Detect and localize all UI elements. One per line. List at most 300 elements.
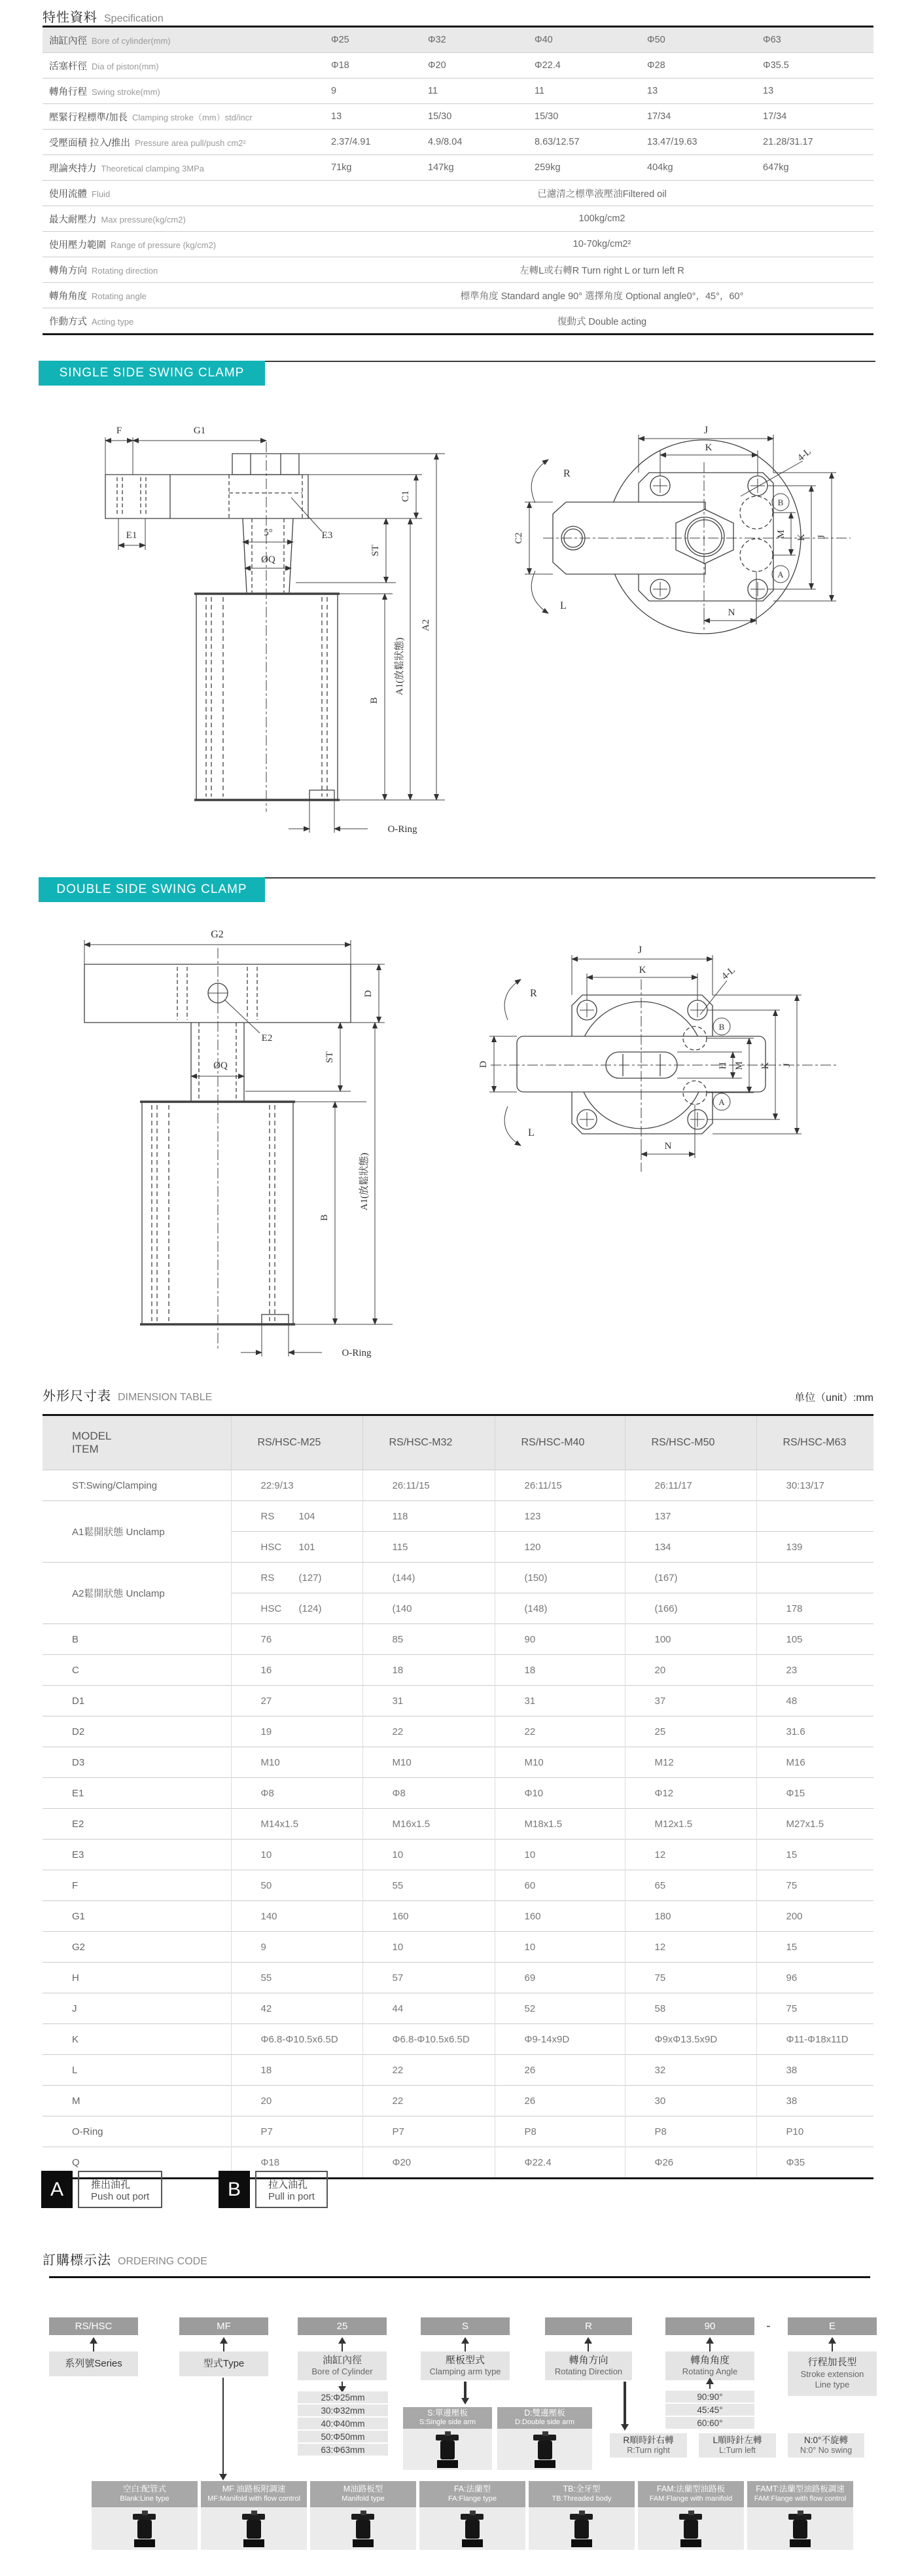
clamp-body — [465, 2520, 480, 2539]
dim-oring2-label: O-Ring — [342, 1348, 372, 1358]
dim-cell: Φ20 — [362, 2147, 495, 2179]
spec-label-en: Max pressure(kg/cm2) — [101, 214, 186, 225]
clamp-nut — [251, 2511, 257, 2515]
dim-cell: 26 — [495, 2086, 625, 2116]
dim-row-label: H — [43, 1963, 231, 1993]
spec-row-label — [43, 130, 330, 155]
dim-e3-label: E3 — [321, 530, 333, 541]
dim-a1-label: A1(放鬆狀態) — [395, 637, 405, 696]
dim-cell: 76 — [231, 1624, 362, 1655]
label-angle-cn: 轉角角度 — [690, 2354, 730, 2366]
dim-cell: 105 — [756, 1624, 873, 1655]
label-series — [49, 2351, 138, 2376]
dim-row-18 — [43, 2024, 873, 2055]
spec-row-10 — [43, 283, 873, 308]
dim-cell: 60 — [495, 1870, 625, 1901]
spec-label-en: Acting type — [92, 316, 134, 327]
dim-row-label: D2 — [43, 1716, 231, 1747]
ordering-section-title — [43, 2249, 207, 2268]
code-stroke: E — [788, 2317, 877, 2335]
direction-option-cn: N:0°不旋轉 — [804, 2435, 848, 2445]
port-a-letter: A — [777, 570, 784, 579]
dim-cell: 65 — [625, 1870, 756, 1901]
dim-header-model: MODEL ITEM — [43, 1415, 231, 1470]
clamp-body — [793, 2520, 807, 2539]
port-b-legend — [219, 2171, 328, 2208]
dim-cell: Φ10 — [495, 1778, 625, 1809]
dim-row-7 — [43, 1686, 873, 1716]
spec-label-en: Rotating angle — [92, 291, 147, 301]
dim-c2-label: C2 — [514, 532, 524, 544]
dim-g2-label: G2 — [211, 930, 224, 940]
dim-cell: P7 — [362, 2116, 495, 2147]
single-top-drawing — [497, 419, 864, 635]
dim-row-label: E2 — [43, 1809, 231, 1840]
label-bore-en: Bore of Cylinder — [311, 2367, 373, 2377]
clamp-product-photo — [130, 2511, 160, 2547]
dim-cell: 10 — [362, 1932, 495, 1963]
dim-cell: 26:11/15 — [362, 1470, 495, 1501]
dim-row-6 — [43, 1655, 873, 1686]
dim-title-cn: 外形尺寸表 — [43, 1389, 111, 1404]
dim-cell: 22 — [362, 2055, 495, 2086]
dim-header-col-m40: RS/HSC-M40 — [495, 1415, 625, 1470]
dim-row-label: E1 — [43, 1778, 231, 1809]
dim-cell: 115 — [362, 1532, 495, 1563]
spec-row-label — [43, 308, 330, 335]
type-option-photo — [419, 2507, 525, 2550]
clamp-base — [790, 2539, 811, 2547]
code-type: MF — [179, 2317, 268, 2335]
spec-value: Φ32 — [427, 27, 534, 53]
type-option-card-4 — [529, 2481, 635, 2550]
label-direction — [545, 2351, 632, 2380]
spec-label-en: Bore of cylinder(mm) — [92, 35, 171, 46]
dim-cell: (144) — [362, 1563, 495, 1593]
label-direction-cn: 轉角方向 — [569, 2354, 608, 2366]
dim-row-1 — [43, 1501, 873, 1532]
dim-cell: 96 — [756, 1963, 873, 1993]
dim-4l-label: 4-L — [795, 446, 813, 464]
type-option-en: FA:Flange type — [448, 2494, 497, 2503]
double-banner-text: DOUBLE SIDE SWING CLAMP — [56, 882, 247, 896]
dim-cell: 44 — [362, 1993, 495, 2024]
dim-k-top-label: K — [705, 443, 713, 453]
ordering-title-cn: 訂購標示法 — [43, 2253, 111, 2268]
dim-row-label: D1 — [43, 1686, 231, 1716]
single-front-drawing — [65, 419, 458, 844]
dim-d-label: D — [363, 990, 374, 998]
clamp-base — [680, 2539, 701, 2547]
type-option-cn: M油路板型 — [343, 2484, 383, 2494]
label-bore-cn: 油缸內徑 — [322, 2354, 362, 2366]
dim-cell: 57 — [362, 1963, 495, 1993]
dim-cell: 22 — [362, 1716, 495, 1747]
type-option-en: FAM:Flange with manifold — [649, 2494, 733, 2503]
dim-cell: 12 — [625, 1932, 756, 1963]
arm-option-photo — [497, 2429, 592, 2470]
angle-options-list — [665, 2391, 754, 2430]
arm-option-header — [497, 2407, 592, 2429]
dim-row-21 — [43, 2116, 873, 2147]
dim-cell: 18 — [495, 1655, 625, 1686]
clamp-body — [440, 2440, 455, 2459]
dim-cell: P8 — [625, 2116, 756, 2147]
clamp-nut — [470, 2511, 476, 2515]
port-b-letter: B — [777, 498, 784, 507]
spec-row-label — [43, 206, 330, 232]
dim-cell: 18 — [231, 2055, 362, 2086]
spec-label-cn: 壓緊行程標準/加長 — [49, 112, 128, 123]
dim-row-label: G2 — [43, 1932, 231, 1963]
bore-option-4: 63:Φ63mm — [298, 2444, 388, 2456]
dim-cell: Φ8 — [231, 1778, 362, 1809]
clamp-body — [137, 2520, 152, 2539]
spec-label-cn: 轉角行程 — [49, 86, 87, 98]
dim-header-col-m25: RS/HSC-M25 — [231, 1415, 362, 1470]
dim-oring-label: O-Ring — [387, 824, 417, 835]
dim-cell: 15 — [756, 1932, 873, 1963]
dim-row-13 — [43, 1870, 873, 1901]
dim-k2-right-label: K — [760, 1062, 771, 1070]
dim-cell: 26:11/15 — [495, 1470, 625, 1501]
dim-title-en: DIMENSION TABLE — [118, 1392, 213, 1403]
dim-cell: 37 — [625, 1686, 756, 1716]
spec-row-label — [43, 27, 330, 53]
dim-sub-label: HSC — [260, 1603, 282, 1614]
dim-cell: (166) — [625, 1593, 756, 1624]
clamp-nut — [688, 2511, 694, 2515]
dim-row-10 — [43, 1778, 873, 1809]
dim-row-label: A2鬆開狀態 Unclamp — [43, 1563, 231, 1624]
spec-value: Φ40 — [534, 27, 646, 53]
dim-f-label: F — [116, 426, 122, 436]
dim-cell: 15 — [756, 1840, 873, 1870]
arm-option-cn: D:雙邊壓板 — [524, 2408, 565, 2418]
dim-row-label: A1鬆開狀態 Unclamp — [43, 1501, 231, 1563]
label-angle — [665, 2351, 754, 2380]
dim-cell: M10 — [231, 1747, 362, 1778]
dim-cell: 69 — [495, 1963, 625, 1993]
spec-label-cn: 使用壓力範圍 — [49, 240, 106, 251]
spec-value: 71kg — [330, 155, 427, 181]
spec-label-en: Dia of piston(mm) — [92, 61, 159, 71]
type-option-header — [92, 2481, 198, 2507]
dim-cell: Φ9xΦ13.5x9D — [625, 2024, 756, 2055]
dim-cell: (140 — [362, 1593, 495, 1624]
dim-st-label: ST — [370, 545, 381, 556]
dim-4l2-label: 4-L — [719, 964, 737, 983]
dim-row-label: M — [43, 2086, 231, 2116]
dim-cell: 180 — [625, 1901, 756, 1932]
dim-oq2-label: ØQ — [213, 1061, 228, 1071]
swing-r2-label: R — [530, 988, 537, 999]
arrow-up-direction — [588, 2343, 589, 2351]
spec-value: 13 — [330, 104, 427, 130]
dim-cell: (148) — [495, 1593, 625, 1624]
dim-row-22 — [43, 2147, 873, 2179]
dim-cell: 85 — [362, 1624, 495, 1655]
dim-row-8 — [43, 1716, 873, 1747]
spec-label-cn: 油缸內徑 — [49, 35, 87, 46]
clamp-product-photo — [432, 2431, 463, 2468]
bore-option-1: 30:Φ32mm — [298, 2404, 388, 2416]
dim-cell: Φ15 — [756, 1778, 873, 1809]
type-option-cn: FA:法蘭型 — [453, 2484, 491, 2494]
dim-cell: HSC (124) — [231, 1593, 362, 1624]
spec-value: 17/34 — [646, 104, 762, 130]
spec-row-label — [43, 53, 330, 79]
dim-k-right-label: K — [796, 534, 807, 541]
spec-span-value: 復動式 Double acting — [330, 308, 873, 335]
type-option-photo — [529, 2507, 635, 2550]
spec-value: Φ25 — [330, 27, 427, 53]
arrow-up-series — [93, 2343, 94, 2351]
dim-cell: 31 — [495, 1686, 625, 1716]
type-option-en: MF:Manifold with flow control — [207, 2494, 300, 2503]
ordering-title-en: ORDERING CODE — [118, 2256, 207, 2267]
clamp-body — [538, 2440, 552, 2459]
spec-label-cn: 作動方式 — [49, 316, 87, 327]
dim-cell: HSC 101 — [231, 1532, 362, 1563]
type-option-photo — [201, 2507, 307, 2550]
spec-title-cn: 特性資料 — [43, 10, 97, 25]
dim-header-row — [43, 1415, 873, 1470]
spec-row-8 — [43, 232, 873, 257]
spec-row-0 — [43, 27, 873, 53]
spec-row-3 — [43, 104, 873, 130]
dim-row-label: E3 — [43, 1840, 231, 1870]
dim-cell: 75 — [756, 1870, 873, 1901]
dim-cell: 25 — [625, 1716, 756, 1747]
arm-option-card-1 — [497, 2407, 592, 2470]
spec-label-en: Swing stroke(mm) — [92, 86, 160, 97]
dim-section-title — [43, 1385, 212, 1404]
spec-value: Φ20 — [427, 53, 534, 79]
dim-row-0 — [43, 1470, 873, 1501]
direction-option-1 — [699, 2433, 776, 2458]
type-option-card-3 — [419, 2481, 525, 2550]
dim-sub-label: RS — [260, 1572, 275, 1584]
type-option-card-6 — [747, 2481, 853, 2550]
spec-span-value: 10-70kg/cm2² — [330, 232, 873, 257]
clamp-nut — [142, 2511, 148, 2515]
dim-header-col-m63: RS/HSC-M63 — [756, 1415, 873, 1470]
spec-value: 8.63/12.57 — [534, 130, 646, 155]
arrow-down-type — [222, 2378, 224, 2475]
type-option-photo — [638, 2507, 744, 2550]
dim-b2-label: B — [319, 1214, 330, 1222]
direction-option-0 — [610, 2433, 687, 2458]
clamp-body — [684, 2520, 698, 2539]
spec-value: 4.9/8.04 — [427, 130, 534, 155]
dim-cell: 31.6 — [756, 1716, 873, 1747]
dim-cell: 22:9/13 — [231, 1470, 362, 1501]
spec-row-9 — [43, 257, 873, 283]
dim-cell: Φ26 — [625, 2147, 756, 2179]
dim-row-12 — [43, 1840, 873, 1870]
code-direction: R — [545, 2317, 632, 2335]
spec-row-1 — [43, 53, 873, 79]
type-option-header — [747, 2481, 853, 2507]
dim-cell: 9 — [231, 1932, 362, 1963]
port-b-en: Pull in port — [268, 2190, 315, 2202]
label-angle-en: Rotating Angle — [682, 2367, 738, 2377]
dim-cell: M12x1.5 — [625, 1809, 756, 1840]
spec-value: 147kg — [427, 155, 534, 181]
dim-cell: 32 — [625, 2055, 756, 2086]
port-a2-letter: A — [718, 1097, 725, 1107]
clamp-nut — [798, 2511, 803, 2515]
dim-row-label: D3 — [43, 1747, 231, 1778]
clamp-base — [462, 2539, 483, 2547]
arm-option-header — [403, 2407, 492, 2429]
dim-row-label: L — [43, 2055, 231, 2086]
spec-value: 404kg — [646, 155, 762, 181]
dim-cell: Φ6.8-Φ10.5x6.5D — [362, 2024, 495, 2055]
swing-l2-label: L — [528, 1127, 535, 1138]
dim-cell: 160 — [362, 1901, 495, 1932]
clamp-product-photo — [348, 2511, 378, 2547]
spec-value: 13 — [646, 79, 762, 104]
spec-label-en: Clamping stroke（mm）std/incr — [132, 112, 253, 122]
clamp-nut — [579, 2511, 585, 2515]
dim-cell: 58 — [625, 1993, 756, 2024]
dim-cell: Φ18 — [231, 2147, 362, 2179]
angle-option-0: 90:90° — [665, 2391, 754, 2403]
dim-5deg-label: 5° — [264, 528, 273, 538]
type-option-header — [529, 2481, 635, 2507]
spec-value: Φ18 — [330, 53, 427, 79]
arm-option-en: S:Single side arm — [419, 2418, 476, 2427]
dim-j2-top-label: J — [637, 945, 643, 956]
dim-m2-label: M — [734, 1061, 745, 1070]
dim-row-19 — [43, 2055, 873, 2086]
spec-label-en: Pressure area pull/push cm2² — [135, 137, 246, 148]
spec-label-cn: 理論夾持力 — [49, 163, 97, 174]
spec-value: 21.28/31.17 — [762, 130, 873, 155]
dim-row-label: J — [43, 1993, 231, 2024]
direction-option-cn: L順時針左轉 — [713, 2435, 762, 2445]
dim-cell: 55 — [362, 1870, 495, 1901]
clamp-product-photo — [676, 2511, 706, 2547]
dim-row-9 — [43, 1747, 873, 1778]
spec-label-en: Rotating direction — [92, 265, 158, 276]
dim-cell: 23 — [756, 1655, 873, 1686]
type-option-photo — [310, 2507, 416, 2550]
spec-value: Φ22.4 — [534, 53, 646, 79]
dim-cell: 200 — [756, 1901, 873, 1932]
dim-cell: M10 — [495, 1747, 625, 1778]
dim-cell: 42 — [231, 1993, 362, 2024]
clamp-base — [535, 2460, 555, 2468]
spec-span-value: 標準角度 Standard angle 90° 選擇角度 Optional angle0°，45°，60° — [330, 283, 873, 308]
dim-cell: 55 — [231, 1963, 362, 1993]
label-stroke — [788, 2351, 877, 2396]
spec-row-11 — [43, 308, 873, 335]
label-direction-en: Rotating Direction — [554, 2367, 623, 2377]
direction-option-en: N:0° No swing — [800, 2446, 853, 2456]
clamp-base — [571, 2539, 592, 2547]
spec-value: 11 — [427, 79, 534, 104]
dim-sub-label: HSC — [260, 1541, 282, 1553]
dim-cell: 20 — [625, 1655, 756, 1686]
dim-cell: P8 — [495, 2116, 625, 2147]
dim-cell: 38 — [756, 2055, 873, 2086]
dim-j2-right-label: J — [782, 1063, 792, 1067]
dim-row-label: Q — [43, 2147, 231, 2179]
dim-row-label: B — [43, 1624, 231, 1655]
dim-k2-top-label: K — [639, 965, 646, 975]
spec-value: 13 — [762, 79, 873, 104]
port-a-en: Push out port — [91, 2190, 150, 2202]
dim-oq-label: ØQ — [261, 554, 275, 565]
dim-cell: 100 — [625, 1624, 756, 1655]
dim-cell: 12 — [625, 1840, 756, 1870]
dim-cell: P7 — [231, 2116, 362, 2147]
spec-row-label — [43, 232, 330, 257]
label-series-text: 系列號Series — [65, 2357, 122, 2369]
spec-value: 11 — [534, 79, 646, 104]
dim-cell: 26 — [495, 2055, 625, 2086]
type-option-photo — [747, 2507, 853, 2550]
port-b2-letter: B — [718, 1022, 725, 1032]
bore-options-list — [298, 2391, 388, 2457]
dim-a1-2-label: A1(放鬆狀態) — [359, 1152, 370, 1211]
dim-cell: 137 — [625, 1501, 756, 1532]
code-angle: 90 — [665, 2317, 754, 2335]
dim-cell: 75 — [756, 1993, 873, 2024]
dim-cell: Φ22.4 — [495, 2147, 625, 2179]
clamp-body — [247, 2520, 261, 2539]
dim-cell: 178 — [756, 1593, 873, 1624]
dim-cell: 139 — [756, 1532, 873, 1563]
spec-row-label — [43, 104, 330, 130]
dim-cell — [756, 1563, 873, 1593]
dim-cell: 118 — [362, 1501, 495, 1532]
dim-row-5 — [43, 1624, 873, 1655]
type-option-header — [310, 2481, 416, 2507]
dim-cell: 10 — [362, 1840, 495, 1870]
dim-e1-label: E1 — [126, 530, 137, 541]
dim-st2-label: ST — [325, 1051, 335, 1063]
type-option-en: Manifold type — [342, 2494, 385, 2503]
spec-label-en: Theoretical clamping 3MPa — [101, 163, 205, 173]
spec-span-value: 左轉L或右轉R Turn right L or turn left R — [330, 257, 873, 283]
spec-value: 259kg — [534, 155, 646, 181]
swing-l-label: L — [560, 600, 567, 611]
dim-cell: 20 — [231, 2086, 362, 2116]
dim-cell: M14x1.5 — [231, 1809, 362, 1840]
dim-header-col-m50: RS/HSC-M50 — [625, 1415, 756, 1470]
arm-option-en: D:Double side arm — [514, 2418, 575, 2427]
dim-cell: 16 — [231, 1655, 362, 1686]
clamp-nut — [542, 2431, 548, 2436]
type-option-cn: TB:全牙型 — [563, 2484, 601, 2494]
dim-row-label: F — [43, 1870, 231, 1901]
dim-m-label: M — [776, 530, 786, 539]
arrow-up-angle-list — [709, 2384, 711, 2389]
spec-label-cn: 轉角角度 — [49, 291, 87, 302]
spec-row-label — [43, 283, 330, 308]
port-a-badge: A — [41, 2171, 73, 2208]
arrow-up-stroke — [832, 2343, 833, 2351]
dim-cell: (150) — [495, 1563, 625, 1593]
spec-label-cn: 最大耐壓力 — [49, 214, 97, 225]
dim-n-label: N — [728, 608, 735, 618]
spec-label-cn: 受壓面積 拉入/推出 — [49, 137, 131, 149]
spec-label-en: Fluid — [92, 189, 111, 199]
